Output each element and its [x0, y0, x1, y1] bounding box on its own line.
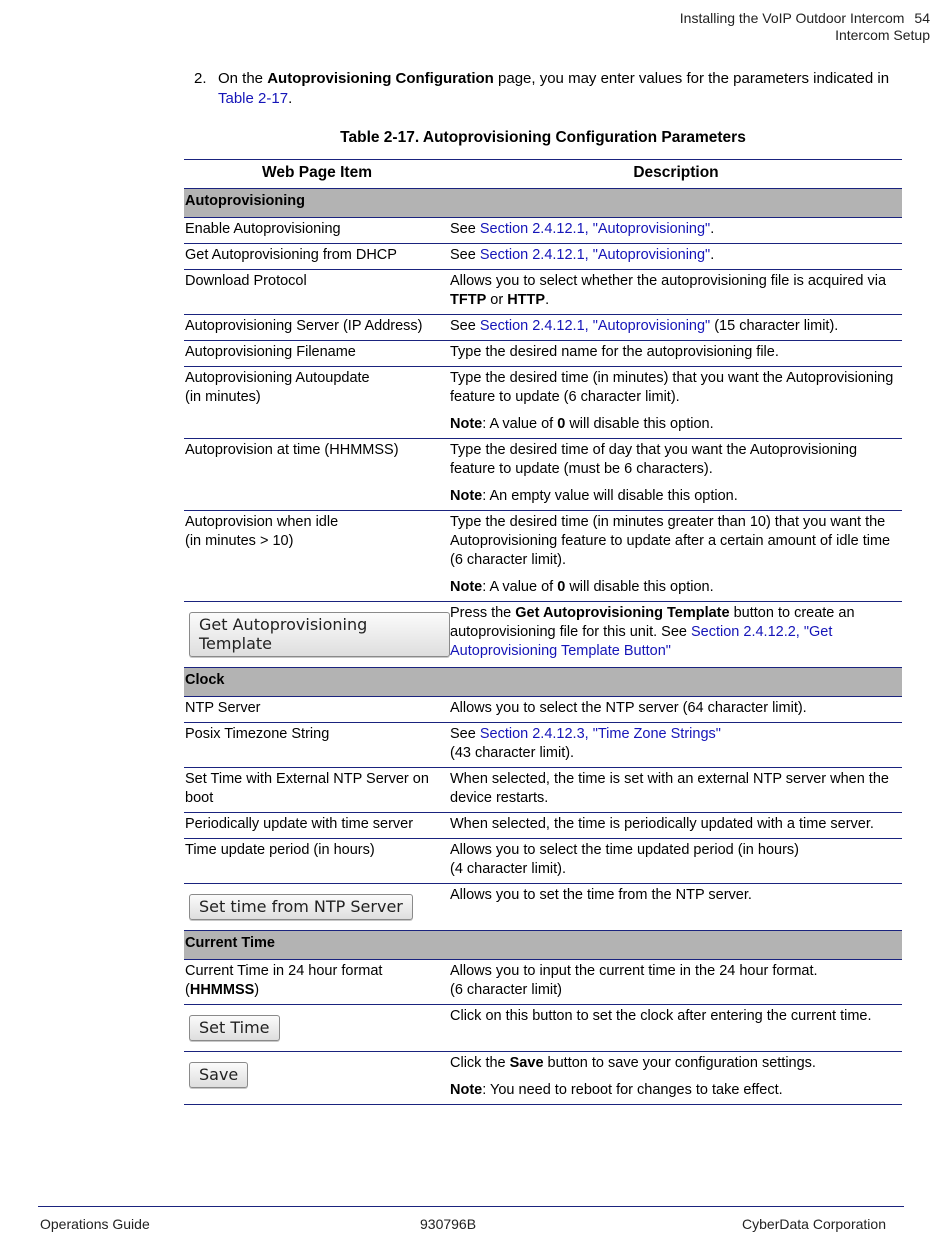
item-cell	[184, 602, 450, 667]
desc-text: .	[545, 292, 550, 308]
description-cell	[450, 723, 902, 767]
table-row	[184, 723, 902, 768]
section-clock: Clock	[184, 668, 902, 697]
desc-line: Allows you to select the time updated period (in hours)	[450, 842, 799, 858]
desc-text: button to save your configuration settings.	[543, 1055, 816, 1071]
section-link[interactable]: Section 2.4.12.2, "Get Autoprovisioning Template Button"	[450, 624, 833, 659]
desc-bold: Save	[509, 1055, 544, 1071]
save-button[interactable]: Save	[189, 1062, 248, 1088]
description-cell	[450, 602, 902, 667]
step-number: 2.	[194, 70, 207, 87]
desc-text: button to create an autoprovisioning file for this unit. See	[450, 605, 855, 640]
table-row	[184, 315, 902, 341]
intro-step	[194, 69, 894, 109]
item-cell	[184, 960, 450, 1004]
item-cell: Periodically update with time server	[185, 816, 414, 832]
desc-text: See	[450, 726, 480, 742]
description-cell	[450, 270, 902, 314]
table-row	[184, 439, 902, 511]
note-text: : You need to reboot for changes to take effect.	[482, 1082, 783, 1098]
desc-text: or	[486, 292, 508, 308]
item-cell: Autoprovisioning Server (IP Address)	[185, 318, 423, 334]
note-paragraph	[450, 415, 898, 434]
description-cell	[450, 218, 902, 243]
desc-line: (43 character limit).	[450, 745, 575, 761]
footer-left: Operations Guide	[40, 1216, 150, 1232]
desc-paragraph: Type the desired time of day that you want the Autoprovisioning feature to update (must be 6 characters).	[450, 442, 858, 477]
section-current-time: Current Time	[184, 931, 902, 960]
table-row	[184, 839, 902, 884]
table-row	[184, 697, 902, 723]
item-cell	[184, 1052, 450, 1104]
note-bold: 0	[557, 579, 566, 595]
header-chapter-line	[680, 10, 930, 27]
description-cell	[450, 511, 902, 601]
desc-text: See	[450, 221, 480, 237]
note-paragraph	[450, 578, 898, 597]
table-row	[184, 367, 902, 439]
note-label: Note	[450, 488, 483, 504]
item-cell: Autoprovision at time (HHMMSS)	[185, 442, 399, 458]
intro-text-after: .	[288, 90, 293, 107]
note-text: : A value of	[482, 416, 558, 432]
table-row	[184, 218, 902, 244]
note-text: will disable this option.	[565, 579, 714, 595]
table-row	[184, 960, 902, 1005]
note-label: Note	[450, 1082, 483, 1098]
note-paragraph	[450, 1081, 898, 1100]
desc-text: Click the	[450, 1055, 510, 1071]
desc-text: .	[710, 221, 715, 237]
desc-text: Press the	[450, 605, 516, 621]
set-time-from-ntp-server-button[interactable]: Set time from NTP Server	[189, 894, 413, 920]
desc-text: Allows you to select whether the autoprovisioning file is acquired via	[450, 273, 887, 289]
table-row	[184, 341, 902, 367]
table-row	[184, 813, 902, 839]
desc-line: Allows you to input the current time in the 24 hour format.	[450, 963, 818, 979]
table-caption: Table 2-17. Autoprovisioning Configuration Parameters	[340, 129, 746, 146]
item-cell	[184, 1005, 450, 1051]
desc-paragraph: Type the desired time (in minutes greater than 10) that you want the Autoprovisioning feature to update after a certain amount of idle time (6 character limit).	[450, 514, 891, 568]
section-autoprovisioning: Autoprovisioning	[184, 189, 902, 218]
intro-bold: Autoprovisioning Configuration	[267, 70, 494, 87]
footer-right: CyberData Corporation	[742, 1216, 886, 1232]
item-cell	[184, 367, 450, 438]
table-link[interactable]: Table 2-17	[218, 90, 289, 107]
item-text: )	[254, 982, 260, 998]
item-cell: Set Time with External NTP Server on boot	[185, 771, 429, 806]
item-line: (in minutes)	[185, 389, 261, 405]
description-cell: Allows you to select the NTP server (64 character limit).	[450, 700, 807, 716]
page-number: 54	[914, 10, 930, 26]
desc-bold: HTTP	[507, 292, 546, 308]
item-line: Autoprovision when idle	[185, 514, 339, 530]
intro-text-middle: page, you may enter values for the parameters indicated in	[493, 70, 890, 87]
desc-paragraph: Type the desired time (in minutes) that you want the Autoprovisioning feature to update (6 character limit).	[450, 370, 894, 405]
description-cell	[450, 960, 902, 1004]
desc-bold: TFTP	[450, 292, 487, 308]
item-cell	[184, 884, 450, 930]
section-link[interactable]: Section 2.4.12.1, "Autoprovisioning"	[479, 221, 711, 237]
desc-text: See	[450, 318, 480, 334]
page-header	[680, 10, 930, 44]
note-text: will disable this option.	[565, 416, 714, 432]
description-cell	[450, 367, 902, 438]
item-cell: Download Protocol	[185, 273, 307, 289]
desc-text: See	[450, 247, 480, 263]
note-bold: 0	[557, 416, 566, 432]
note-paragraph	[450, 487, 898, 506]
table-row	[184, 1052, 902, 1105]
description-cell: Type the desired name for the autoprovisioning file.	[450, 344, 779, 360]
section-link[interactable]: Section 2.4.12.1, "Autoprovisioning"	[479, 318, 711, 334]
description-cell: Click on this button to set the clock after entering the current time.	[450, 1008, 872, 1024]
desc-line: (6 character limit)	[450, 982, 562, 998]
description-cell	[450, 1052, 902, 1104]
table-row	[184, 768, 902, 813]
step-text	[218, 69, 894, 109]
note-label: Note	[450, 579, 483, 595]
description-cell: Allows you to set the time from the NTP server.	[450, 887, 752, 903]
footer-center: 930796B	[420, 1216, 477, 1232]
note-text: : An empty value will disable this option.	[482, 488, 738, 504]
col-header-item: Web Page Item	[262, 164, 372, 181]
desc-text: .	[710, 247, 715, 263]
description-cell: When selected, the time is set with an external NTP server when the device restarts.	[450, 771, 889, 806]
table-row	[184, 884, 902, 931]
table-row	[184, 1005, 902, 1052]
section-link[interactable]: Section 2.4.12.3, "Time Zone Strings"	[479, 726, 721, 742]
table-row	[184, 602, 902, 668]
item-cell: Get Autoprovisioning from DHCP	[185, 247, 397, 263]
set-time-button[interactable]: Set Time	[189, 1015, 280, 1041]
description-cell	[450, 315, 902, 340]
item-line: (in minutes > 10)	[185, 533, 294, 549]
table-row	[184, 270, 902, 315]
intro-text-before: On the	[218, 70, 268, 87]
item-cell: Time update period (in hours)	[185, 842, 375, 858]
table-row	[184, 511, 902, 602]
table-header-row	[184, 160, 902, 189]
desc-bold: Get Autoprovisioning Template	[515, 605, 730, 621]
desc-text: (15 character limit).	[710, 318, 839, 334]
desc-line	[450, 725, 898, 744]
item-text: Current Time in 24 hour format (	[185, 963, 383, 998]
item-cell: NTP Server	[185, 700, 261, 716]
parameters-table	[184, 159, 902, 1105]
desc-line: (4 character limit).	[450, 861, 567, 877]
section-link[interactable]: Section 2.4.12.1, "Autoprovisioning"	[479, 247, 711, 263]
description-cell: When selected, the time is periodically updated with a time server.	[450, 816, 874, 832]
item-cell	[184, 511, 450, 601]
desc-paragraph	[450, 1054, 898, 1073]
item-cell: Posix Timezone String	[185, 726, 330, 742]
description-cell	[450, 439, 902, 510]
item-cell: Enable Autoprovisioning	[185, 221, 341, 237]
note-label: Note	[450, 416, 483, 432]
item-line: Autoprovisioning Autoupdate	[185, 370, 370, 386]
item-cell: Autoprovisioning Filename	[185, 344, 356, 360]
description-cell	[450, 839, 902, 883]
footer-divider	[38, 1206, 904, 1207]
item-bold: HHMMSS	[189, 982, 255, 998]
description-cell	[450, 244, 902, 269]
note-text: : A value of	[482, 579, 558, 595]
table-row	[184, 244, 902, 270]
get-autoprovisioning-template-button[interactable]: Get Autoprovisioning Template	[189, 612, 450, 657]
header-chapter: Installing the VoIP Outdoor Intercom	[679, 10, 905, 26]
col-header-description: Description	[633, 164, 719, 181]
header-section: Intercom Setup	[835, 27, 930, 43]
